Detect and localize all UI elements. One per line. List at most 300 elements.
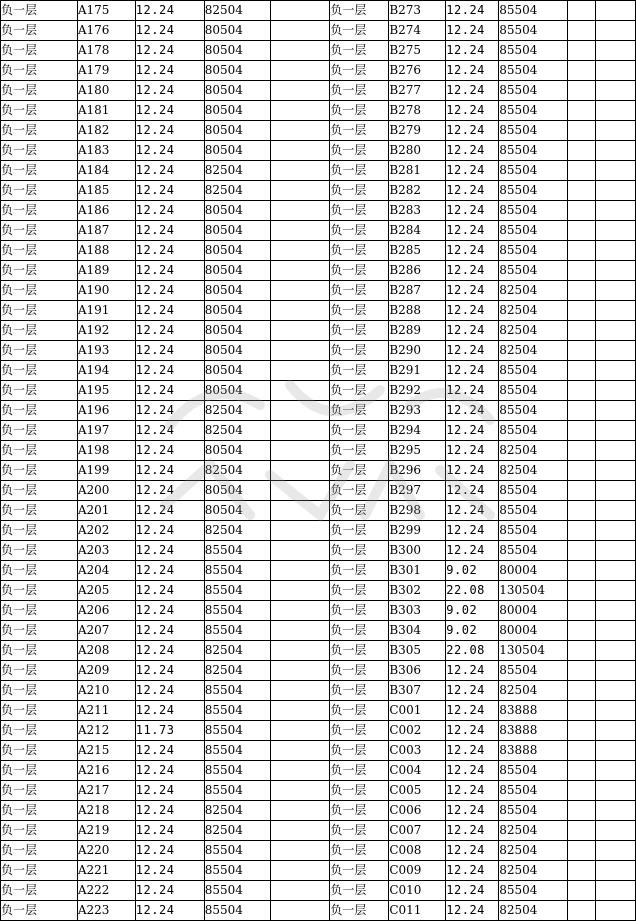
left-empty-cell — [270, 61, 330, 81]
right-floor-cell: 负一层 — [330, 561, 389, 581]
right-area-cell: 12.24 — [446, 681, 499, 701]
left-price-cell: 80504 — [204, 341, 270, 361]
left-floor-cell: 负一层 — [1, 801, 78, 821]
left-empty-cell — [270, 741, 330, 761]
right-code-cell: B291 — [389, 361, 446, 381]
left-area-cell: 12.24 — [135, 221, 204, 241]
right-area-cell: 12.24 — [446, 281, 499, 301]
left-floor-cell: 负一层 — [1, 581, 78, 601]
right-empty-cell — [568, 821, 596, 841]
right-empty-cell — [568, 381, 596, 401]
right-empty-cell-2 — [596, 101, 636, 121]
table-row — [1, 801, 636, 821]
left-price-cell: 82504 — [204, 641, 270, 661]
right-floor-cell: 负一层 — [330, 721, 389, 741]
left-area-cell: 12.24 — [135, 301, 204, 321]
right-price-cell: 82504 — [499, 301, 568, 321]
left-area-cell: 12.24 — [135, 561, 204, 581]
right-floor-cell: 负一层 — [330, 801, 389, 821]
left-floor-cell: 负一层 — [1, 741, 78, 761]
table-row — [1, 461, 636, 481]
right-price-cell: 85504 — [499, 41, 568, 61]
left-price-cell: 80504 — [204, 281, 270, 301]
table-row — [1, 101, 636, 121]
left-code-cell: A223 — [77, 901, 135, 921]
right-price-cell: 85504 — [499, 21, 568, 41]
right-code-cell: B288 — [389, 301, 446, 321]
left-price-cell: 80504 — [204, 501, 270, 521]
table-row — [1, 401, 636, 421]
left-area-cell: 12.24 — [135, 841, 204, 861]
left-floor-cell: 负一层 — [1, 281, 78, 301]
right-code-cell: B300 — [389, 541, 446, 561]
left-empty-cell — [270, 541, 330, 561]
right-empty-cell — [568, 881, 596, 901]
right-empty-cell-2 — [596, 801, 636, 821]
left-price-cell: 85504 — [204, 621, 270, 641]
right-area-cell: 22.08 — [446, 641, 499, 661]
left-price-cell: 85504 — [204, 881, 270, 901]
right-price-cell: 85504 — [499, 881, 568, 901]
left-floor-cell: 负一层 — [1, 441, 78, 461]
table-row — [1, 661, 636, 681]
right-area-cell: 12.24 — [446, 341, 499, 361]
left-code-cell: A195 — [77, 381, 135, 401]
left-floor-cell: 负一层 — [1, 501, 78, 521]
right-empty-cell-2 — [596, 221, 636, 241]
table-row — [1, 501, 636, 521]
right-area-cell: 12.24 — [446, 301, 499, 321]
right-empty-cell — [568, 161, 596, 181]
left-empty-cell — [270, 101, 330, 121]
right-empty-cell — [568, 81, 596, 101]
left-code-cell: A218 — [77, 801, 135, 821]
right-empty-cell-2 — [596, 141, 636, 161]
left-price-cell: 80504 — [204, 21, 270, 41]
left-area-cell: 11.73 — [135, 721, 204, 741]
left-price-cell: 80504 — [204, 101, 270, 121]
table-row — [1, 861, 636, 881]
left-code-cell: A205 — [77, 581, 135, 601]
right-empty-cell-2 — [596, 881, 636, 901]
right-empty-cell-2 — [596, 301, 636, 321]
right-price-cell: 85504 — [499, 781, 568, 801]
right-floor-cell: 负一层 — [330, 641, 389, 661]
left-price-cell: 82504 — [204, 521, 270, 541]
left-floor-cell: 负一层 — [1, 361, 78, 381]
left-floor-cell: 负一层 — [1, 221, 78, 241]
right-area-cell: 12.24 — [446, 21, 499, 41]
right-empty-cell — [568, 301, 596, 321]
left-code-cell: A185 — [77, 181, 135, 201]
right-code-cell: B290 — [389, 341, 446, 361]
right-price-cell: 85504 — [499, 241, 568, 261]
left-area-cell: 12.24 — [135, 121, 204, 141]
right-area-cell: 12.24 — [446, 521, 499, 541]
left-price-cell: 80504 — [204, 81, 270, 101]
left-area-cell: 12.24 — [135, 461, 204, 481]
right-price-cell: 82504 — [499, 281, 568, 301]
left-area-cell: 12.24 — [135, 441, 204, 461]
right-area-cell: 12.24 — [446, 741, 499, 761]
table-row — [1, 821, 636, 841]
right-price-cell: 80004 — [499, 621, 568, 641]
right-price-cell: 85504 — [499, 1, 568, 21]
right-floor-cell: 负一层 — [330, 581, 389, 601]
left-price-cell: 82504 — [204, 401, 270, 421]
right-code-cell: B285 — [389, 241, 446, 261]
right-floor-cell: 负一层 — [330, 1, 389, 21]
right-empty-cell-2 — [596, 201, 636, 221]
table-row — [1, 521, 636, 541]
right-price-cell: 85504 — [499, 181, 568, 201]
right-code-cell: B306 — [389, 661, 446, 681]
right-price-cell: 130504 — [499, 641, 568, 661]
left-floor-cell: 负一层 — [1, 541, 78, 561]
right-empty-cell — [568, 341, 596, 361]
right-price-cell: 83888 — [499, 721, 568, 741]
right-empty-cell — [568, 201, 596, 221]
right-floor-cell: 负一层 — [330, 61, 389, 81]
right-floor-cell: 负一层 — [330, 421, 389, 441]
left-price-cell: 80504 — [204, 301, 270, 321]
left-empty-cell — [270, 821, 330, 841]
left-empty-cell — [270, 1, 330, 21]
right-code-cell: C011 — [389, 901, 446, 921]
right-price-cell: 85504 — [499, 61, 568, 81]
right-area-cell: 12.24 — [446, 401, 499, 421]
left-empty-cell — [270, 661, 330, 681]
right-code-cell: C010 — [389, 881, 446, 901]
right-empty-cell — [568, 241, 596, 261]
left-code-cell: A219 — [77, 821, 135, 841]
table-row — [1, 901, 636, 921]
right-code-cell: B283 — [389, 201, 446, 221]
right-price-cell: 85504 — [499, 541, 568, 561]
left-floor-cell: 负一层 — [1, 861, 78, 881]
right-empty-cell — [568, 141, 596, 161]
right-empty-cell-2 — [596, 81, 636, 101]
right-area-cell: 12.24 — [446, 61, 499, 81]
left-area-cell: 12.24 — [135, 21, 204, 41]
right-empty-cell — [568, 101, 596, 121]
right-floor-cell: 负一层 — [330, 521, 389, 541]
left-price-cell: 82504 — [204, 801, 270, 821]
left-area-cell: 12.24 — [135, 781, 204, 801]
left-floor-cell: 负一层 — [1, 241, 78, 261]
left-code-cell: A211 — [77, 701, 135, 721]
right-code-cell: B302 — [389, 581, 446, 601]
left-price-cell: 80504 — [204, 61, 270, 81]
right-price-cell: 82504 — [499, 841, 568, 861]
left-empty-cell — [270, 801, 330, 821]
table-row — [1, 41, 636, 61]
right-empty-cell-2 — [596, 841, 636, 861]
left-price-cell: 80504 — [204, 361, 270, 381]
right-code-cell: B284 — [389, 221, 446, 241]
right-empty-cell — [568, 41, 596, 61]
left-code-cell: A202 — [77, 521, 135, 541]
left-floor-cell: 负一层 — [1, 481, 78, 501]
left-code-cell: A221 — [77, 861, 135, 881]
table-row — [1, 541, 636, 561]
right-area-cell: 12.24 — [446, 241, 499, 261]
right-empty-cell — [568, 541, 596, 561]
right-code-cell: C002 — [389, 721, 446, 741]
right-empty-cell-2 — [596, 741, 636, 761]
right-floor-cell: 负一层 — [330, 601, 389, 621]
right-price-cell: 85504 — [499, 201, 568, 221]
right-empty-cell-2 — [596, 661, 636, 681]
right-floor-cell: 负一层 — [330, 481, 389, 501]
left-price-cell: 85504 — [204, 581, 270, 601]
right-empty-cell-2 — [596, 321, 636, 341]
right-area-cell: 9.02 — [446, 561, 499, 581]
right-empty-cell-2 — [596, 261, 636, 281]
left-empty-cell — [270, 201, 330, 221]
right-code-cell: B298 — [389, 501, 446, 521]
right-empty-cell-2 — [596, 901, 636, 921]
right-empty-cell — [568, 741, 596, 761]
right-floor-cell: 负一层 — [330, 901, 389, 921]
left-floor-cell: 负一层 — [1, 341, 78, 361]
right-empty-cell — [568, 261, 596, 281]
right-code-cell: B286 — [389, 261, 446, 281]
left-price-cell: 80504 — [204, 241, 270, 261]
table-row — [1, 181, 636, 201]
right-empty-cell — [568, 361, 596, 381]
left-empty-cell — [270, 161, 330, 181]
right-area-cell: 12.24 — [446, 1, 499, 21]
right-area-cell: 12.24 — [446, 881, 499, 901]
left-area-cell: 12.24 — [135, 81, 204, 101]
table-row — [1, 681, 636, 701]
left-floor-cell: 负一层 — [1, 761, 78, 781]
right-area-cell: 12.24 — [446, 221, 499, 241]
right-code-cell: B301 — [389, 561, 446, 581]
right-floor-cell: 负一层 — [330, 841, 389, 861]
right-floor-cell: 负一层 — [330, 201, 389, 221]
right-area-cell: 12.24 — [446, 201, 499, 221]
right-price-cell: 85504 — [499, 121, 568, 141]
left-area-cell: 12.24 — [135, 761, 204, 781]
left-empty-cell — [270, 901, 330, 921]
table-row — [1, 721, 636, 741]
right-empty-cell-2 — [596, 381, 636, 401]
table-row — [1, 21, 636, 41]
left-area-cell: 12.24 — [135, 681, 204, 701]
right-empty-cell-2 — [596, 561, 636, 581]
left-area-cell: 12.24 — [135, 401, 204, 421]
right-code-cell: B297 — [389, 481, 446, 501]
right-empty-cell — [568, 441, 596, 461]
table-body — [1, 1, 636, 921]
right-empty-cell — [568, 61, 596, 81]
table-row — [1, 481, 636, 501]
left-area-cell: 12.24 — [135, 801, 204, 821]
left-area-cell: 12.24 — [135, 661, 204, 681]
left-floor-cell: 负一层 — [1, 601, 78, 621]
left-floor-cell: 负一层 — [1, 81, 78, 101]
right-code-cell: C006 — [389, 801, 446, 821]
right-empty-cell-2 — [596, 361, 636, 381]
left-code-cell: A182 — [77, 121, 135, 141]
left-empty-cell — [270, 241, 330, 261]
left-area-cell: 12.24 — [135, 321, 204, 341]
right-code-cell: C008 — [389, 841, 446, 861]
left-code-cell: A217 — [77, 781, 135, 801]
right-empty-cell — [568, 621, 596, 641]
left-floor-cell: 负一层 — [1, 781, 78, 801]
right-price-cell: 85504 — [499, 501, 568, 521]
left-floor-cell: 负一层 — [1, 641, 78, 661]
right-price-cell: 85504 — [499, 381, 568, 401]
left-floor-cell: 负一层 — [1, 141, 78, 161]
left-area-cell: 12.24 — [135, 241, 204, 261]
left-area-cell: 12.24 — [135, 341, 204, 361]
left-price-cell: 85504 — [204, 781, 270, 801]
right-empty-cell-2 — [596, 601, 636, 621]
right-floor-cell: 负一层 — [330, 821, 389, 841]
left-price-cell: 85504 — [204, 601, 270, 621]
right-price-cell: 85504 — [499, 261, 568, 281]
right-floor-cell: 负一层 — [330, 261, 389, 281]
left-floor-cell: 负一层 — [1, 821, 78, 841]
right-code-cell: B294 — [389, 421, 446, 441]
table-row — [1, 841, 636, 861]
right-floor-cell: 负一层 — [330, 161, 389, 181]
right-empty-cell — [568, 321, 596, 341]
left-empty-cell — [270, 41, 330, 61]
right-empty-cell — [568, 681, 596, 701]
left-empty-cell — [270, 861, 330, 881]
left-area-cell: 12.24 — [135, 861, 204, 881]
table-row — [1, 341, 636, 361]
right-price-cell: 85504 — [499, 161, 568, 181]
left-area-cell: 12.24 — [135, 381, 204, 401]
table-row — [1, 281, 636, 301]
right-code-cell: B307 — [389, 681, 446, 701]
left-area-cell: 12.24 — [135, 161, 204, 181]
right-empty-cell — [568, 721, 596, 741]
left-floor-cell: 负一层 — [1, 721, 78, 741]
right-code-cell: B303 — [389, 601, 446, 621]
right-price-cell: 82504 — [499, 821, 568, 841]
table-row — [1, 301, 636, 321]
right-area-cell: 12.24 — [446, 381, 499, 401]
table-row — [1, 121, 636, 141]
left-area-cell: 12.24 — [135, 881, 204, 901]
right-area-cell: 12.24 — [446, 841, 499, 861]
left-price-cell: 80504 — [204, 121, 270, 141]
right-empty-cell — [568, 281, 596, 301]
right-empty-cell-2 — [596, 621, 636, 641]
right-empty-cell-2 — [596, 161, 636, 181]
left-code-cell: A201 — [77, 501, 135, 521]
left-price-cell: 80504 — [204, 221, 270, 241]
left-price-cell: 85504 — [204, 681, 270, 701]
left-code-cell: A209 — [77, 661, 135, 681]
right-area-cell: 12.24 — [446, 161, 499, 181]
right-area-cell: 12.24 — [446, 441, 499, 461]
left-area-cell: 12.24 — [135, 421, 204, 441]
table-row — [1, 241, 636, 261]
table-row — [1, 161, 636, 181]
right-price-cell: 82504 — [499, 321, 568, 341]
left-empty-cell — [270, 321, 330, 341]
right-price-cell: 130504 — [499, 581, 568, 601]
left-price-cell: 85504 — [204, 701, 270, 721]
left-code-cell: A190 — [77, 281, 135, 301]
right-floor-cell: 负一层 — [330, 761, 389, 781]
right-empty-cell — [568, 121, 596, 141]
left-price-cell: 85504 — [204, 841, 270, 861]
left-empty-cell — [270, 561, 330, 581]
left-code-cell: A189 — [77, 261, 135, 281]
left-area-cell: 12.24 — [135, 361, 204, 381]
left-price-cell: 82504 — [204, 1, 270, 21]
right-empty-cell-2 — [596, 1, 636, 21]
left-price-cell: 85504 — [204, 761, 270, 781]
right-empty-cell — [568, 761, 596, 781]
right-area-cell: 12.24 — [446, 41, 499, 61]
right-code-cell: B276 — [389, 61, 446, 81]
left-floor-cell: 负一层 — [1, 661, 78, 681]
left-floor-cell: 负一层 — [1, 1, 78, 21]
left-area-cell: 12.24 — [135, 181, 204, 201]
left-area-cell: 12.24 — [135, 41, 204, 61]
right-code-cell: B299 — [389, 521, 446, 541]
left-empty-cell — [270, 421, 330, 441]
right-price-cell: 83888 — [499, 701, 568, 721]
right-floor-cell: 负一层 — [330, 241, 389, 261]
table-row — [1, 321, 636, 341]
left-empty-cell — [270, 761, 330, 781]
right-area-cell: 12.24 — [446, 141, 499, 161]
left-code-cell: A200 — [77, 481, 135, 501]
right-empty-cell-2 — [596, 241, 636, 261]
left-area-cell: 12.24 — [135, 141, 204, 161]
right-floor-cell: 负一层 — [330, 301, 389, 321]
right-empty-cell-2 — [596, 701, 636, 721]
right-code-cell: B295 — [389, 441, 446, 461]
right-empty-cell-2 — [596, 721, 636, 741]
left-area-cell: 12.24 — [135, 821, 204, 841]
left-price-cell: 80504 — [204, 141, 270, 161]
right-code-cell: B275 — [389, 41, 446, 61]
right-price-cell: 82504 — [499, 681, 568, 701]
table-row — [1, 361, 636, 381]
left-floor-cell: 负一层 — [1, 181, 78, 201]
right-empty-cell — [568, 1, 596, 21]
left-price-cell: 82504 — [204, 421, 270, 441]
right-area-cell: 12.24 — [446, 501, 499, 521]
left-code-cell: A179 — [77, 61, 135, 81]
right-empty-cell-2 — [596, 421, 636, 441]
right-area-cell: 12.24 — [446, 541, 499, 561]
right-empty-cell-2 — [596, 641, 636, 661]
right-code-cell: B273 — [389, 1, 446, 21]
right-empty-cell-2 — [596, 61, 636, 81]
left-area-cell: 12.24 — [135, 101, 204, 121]
right-area-cell: 12.24 — [446, 661, 499, 681]
right-code-cell: B280 — [389, 141, 446, 161]
left-code-cell: A216 — [77, 761, 135, 781]
left-code-cell: A193 — [77, 341, 135, 361]
left-price-cell: 80504 — [204, 441, 270, 461]
right-floor-cell: 负一层 — [330, 401, 389, 421]
table-row — [1, 641, 636, 661]
